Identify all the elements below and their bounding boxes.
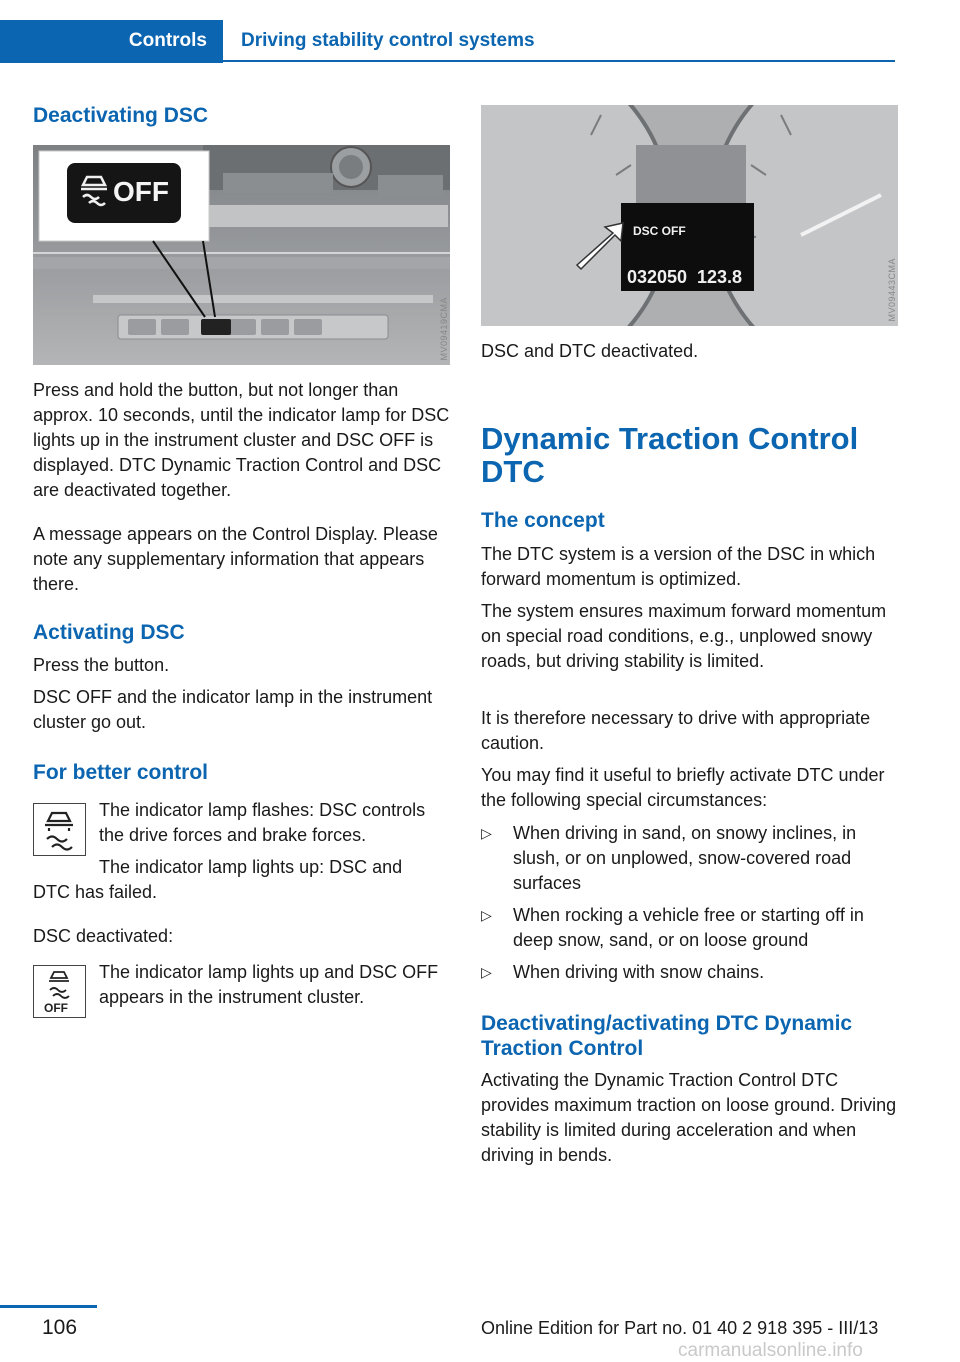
dsc-console-illustration bbox=[33, 145, 450, 365]
heading-concept: The concept bbox=[481, 509, 605, 532]
heading-deactivating-dsc: Deactivating DSC bbox=[33, 104, 209, 127]
paragraph: Press the button. bbox=[33, 655, 170, 675]
paragraph: DSC deactivated: bbox=[33, 926, 174, 946]
paragraph: The indicator lamp flashes: DSC controls the drive forces and brake forces. bbox=[99, 800, 426, 845]
header-section-label: Controls bbox=[128, 30, 207, 51]
footer-edition: Online Edition for Part no. 01 40 2 918 395 - III/13 bbox=[481, 1318, 879, 1338]
paragraph: A message appears on the Control Display. Please note any supplementary information that appears there. bbox=[33, 524, 438, 594]
paragraph: The indicator lamp lights up and DSC OFF appears in the instrument cluster. bbox=[99, 962, 439, 1007]
page-number: 106 bbox=[42, 1316, 78, 1339]
figure-code: MV09443CMA bbox=[887, 258, 897, 322]
bullet-text: When driving with snow chains. bbox=[513, 962, 765, 982]
paragraph: The indicator lamp lights up: DSC and bbox=[99, 857, 403, 877]
svg-text:032050: 032050 bbox=[627, 267, 688, 287]
figure-instrument-cluster bbox=[481, 105, 898, 326]
paragraph: DSC OFF and the indicator lamp in the instrument cluster go out. bbox=[33, 687, 433, 732]
svg-text:123.8: 123.8 bbox=[697, 267, 743, 287]
heading-deactivating-dtc: Deactivating/activating DTC Dynamic Traction Control bbox=[481, 1012, 853, 1060]
header-title: Driving stability control systems bbox=[241, 30, 535, 51]
instrument-cluster-illustration bbox=[481, 105, 898, 326]
svg-text:OFF: OFF bbox=[113, 176, 169, 207]
heading-better-control: For better control bbox=[33, 761, 209, 784]
bullet-marker: ▷ bbox=[481, 825, 492, 841]
figure-dsc-button bbox=[33, 145, 450, 365]
header-rule bbox=[223, 60, 895, 62]
bullet-text: When driving in sand, on snowy inclines, in slush, or on unplowed, snow-covered road surfaces bbox=[513, 823, 857, 893]
bullet-text: When rocking a vehicle free or starting off in deep snow, sand, or on loose ground bbox=[513, 905, 864, 950]
watermark: carmanualsonline.info bbox=[678, 1340, 863, 1361]
paragraph: It is therefore necessary to drive with appropriate caution. bbox=[481, 708, 871, 753]
svg-text:DSC OFF: DSC OFF bbox=[633, 224, 686, 238]
figure-caption: DSC and DTC deactivated. bbox=[481, 341, 699, 361]
svg-text:OFF: OFF bbox=[44, 1001, 68, 1015]
paragraph: Press and hold the button, but not longer than approx. 10 seconds, until the indicator lamp for DSC lights up in the instrument cluster and DSC OFF is displayed. DTC Dynamic Traction Control and DSC are deactivated together. bbox=[33, 380, 450, 500]
heading-dtc: Dynamic Traction Control DTC bbox=[481, 421, 859, 489]
bullet-marker: ▷ bbox=[481, 964, 492, 980]
paragraph: DTC has failed. bbox=[33, 882, 158, 902]
heading-activating-dsc: Activating DSC bbox=[33, 621, 185, 644]
paragraph: Activating the Dynamic Traction Control DTC provides maximum traction on loose ground. Driving stability is limited during acceleration and when driving in bends. bbox=[481, 1070, 897, 1165]
paragraph: The DTC system is a version of the DSC in which forward momentum is optimized. bbox=[481, 544, 876, 589]
bullet-marker: ▷ bbox=[481, 907, 492, 923]
dsc-off-indicator-icon bbox=[33, 965, 86, 1018]
footer-rule bbox=[0, 1305, 97, 1308]
header-section-tab bbox=[0, 20, 223, 63]
paragraph: You may find it useful to briefly activate DTC under the following special circumstances: bbox=[481, 765, 885, 810]
figure-code: MV09419CMA bbox=[439, 297, 449, 361]
paragraph: The system ensures maximum forward momentum on special road conditions, e.g., unplowed snowy roads, but driving stability is limited. bbox=[481, 601, 887, 671]
dsc-indicator-icon bbox=[33, 803, 86, 856]
